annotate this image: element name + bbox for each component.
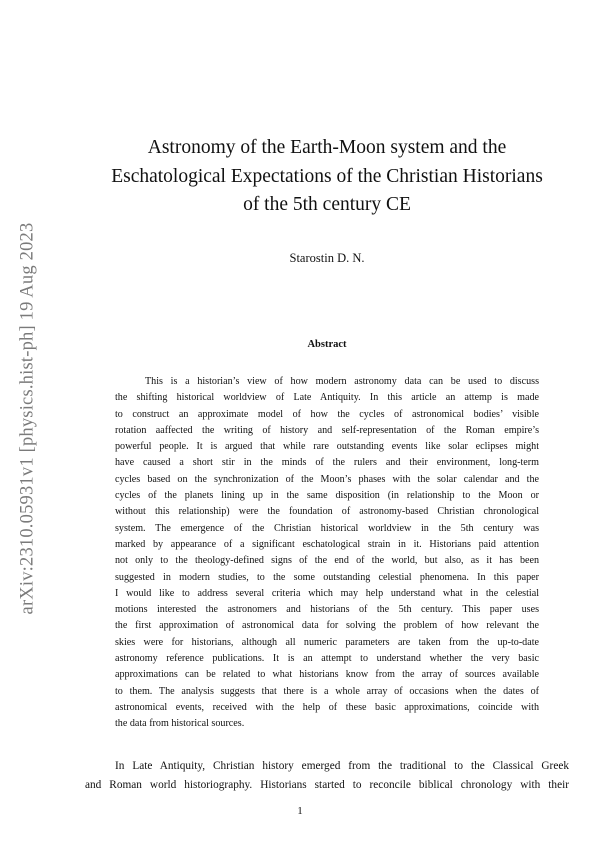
abstract-line: the first approximation of astronomical data for solving the problem of how relevant the	[115, 620, 539, 632]
abstract-line: rotation aaffected the writing of history and self-representation of the Roman empire’s	[115, 424, 539, 436]
abstract-line: not only to the theology-defined signs of the end of the world, but also, as it has been	[115, 555, 539, 567]
abstract-body	[115, 374, 539, 733]
abstract-line: approximations can be related to what historians know from the array of sources available	[115, 669, 539, 681]
abstract-line: to them. The analysis suggests that there is a whole array of occasions when the dates of	[115, 685, 539, 697]
abstract-line: the shifting historical worldview of Late Antiquity. In this article an attemp is made	[115, 392, 539, 404]
abstract-line: to construct an approximate model of how the cycles of astronomical bodies’ visible	[115, 408, 539, 420]
intro-paragraph	[85, 757, 569, 794]
title-line: Eschatological Expectations of the Christian Historians	[111, 165, 543, 187]
title-line: Astronomy of the Earth-Moon system and the	[147, 137, 507, 158]
abstract-line: have caused a short stir in the minds of the rulers and their environment, long-term	[115, 457, 539, 469]
abstract-line: astronomy reference publications. It is an attempt to understand whether the very basic	[115, 653, 539, 665]
abstract-line: This is a historian’s view of how modern astronomy data can be used to discuss	[145, 376, 539, 387]
abstract-line: cycles of the planets lining up in the same disposition (in relationship to the Moon or	[115, 490, 539, 502]
abstract-line: without this relationship) were the foundation of astronomy-based Christian chronological	[115, 506, 539, 518]
abstract-line: skies were for historians, although all numeric parameters are taken from the up-to-date	[115, 636, 539, 648]
page-number: 1	[297, 805, 303, 817]
paper-title	[70, 134, 584, 220]
intro-line: In Late Antiquity, Christian history emerged from the traditional to the Classical Greek	[115, 760, 569, 772]
abstract-line: powerful people. It is argued that while rare outstanding events like solar eclipses might	[115, 441, 539, 453]
title-line: of the 5th century CE	[243, 194, 411, 215]
abstract-line: motions interested the astronomers and historians of the 5th century. This paper uses	[115, 604, 539, 616]
abstract-line: suggested in modern studies, to the some outstanding celestial phenomena. In this paper	[115, 571, 539, 583]
abstract-line: astronomical events, received with the help of these basic approximations, coincide with	[115, 701, 539, 713]
abstract-line: marked by appearance of a significant eschatological strain in it. Historians paid attention	[115, 538, 539, 550]
abstract-line: cycles based on the synchronization of the Moon’s phases with the solar calendar and the	[115, 473, 539, 485]
abstract-line: system. The emergence of the Christian historical worldview in the 5th century was	[115, 522, 539, 534]
abstract-line: I would like to address several criteria which may help understand what in the celestial	[115, 587, 539, 599]
abstract-line: the data from historical sources.	[115, 718, 245, 730]
arxiv-identifier-stamp: arXiv:2310.05931v1 [physics.hist-ph] 19 Aug 2023	[17, 222, 38, 615]
author-name: Starostin D. N.	[289, 251, 365, 265]
intro-line: and Roman world historiography. Historians started to reconcile biblical chronology with their	[85, 778, 569, 791]
abstract-heading: Abstract	[307, 339, 347, 350]
